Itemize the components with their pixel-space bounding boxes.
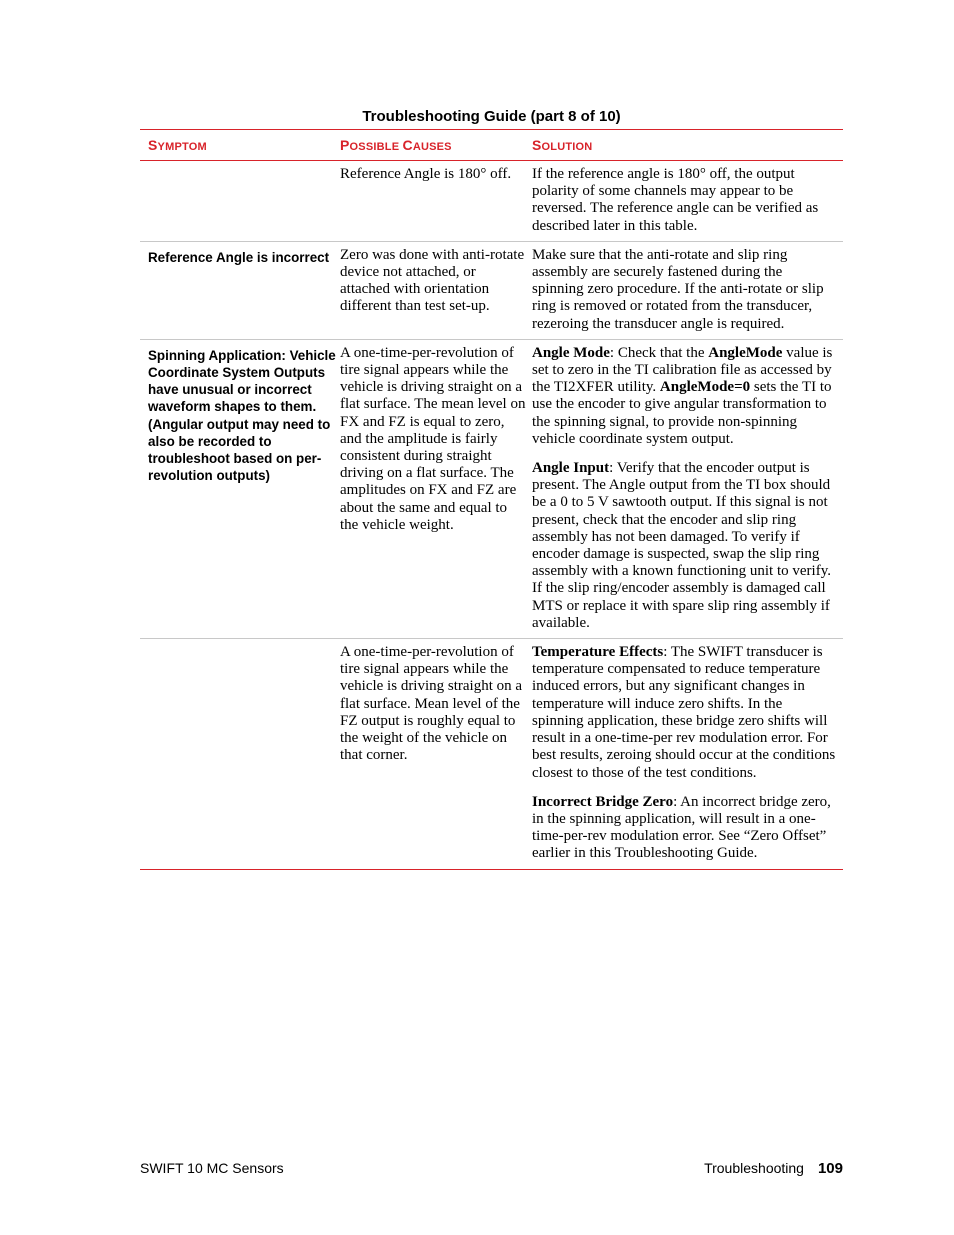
solution-paragraph-incorrect-bridge-zero: Incorrect Bridge Zero: An incorrect bridge zero, in the spinning application, will result in a one-time-per-rev modulation error. See “Zero Offset” earlier in this Troubleshooting Guide. [532, 793, 831, 862]
solution-paragraph: Make sure that the anti-rotate and slip ring assembly are securely fastened during the spinning zero procedure. If the anti-rotate or slip ring is removed or rotated from the transducer, rezeroing the transducer angle is required. [532, 246, 824, 332]
cause-cell: A one-time-per-revolution of tire signal appears while the vehicle is driving straight on a flat surface. The mean level on FX and FZ is equal to zero, and the amplitude is fairly consistent during straight driving on a flat surface. The amplitudes on FX and FZ are about the same and equal to the vehicle weight. [340, 344, 526, 533]
solution-cell [528, 644, 843, 862]
table-row [140, 242, 843, 340]
solution-cell [528, 247, 843, 333]
footer-section-name: Troubleshooting [704, 1160, 804, 1176]
cause-cell: Reference Angle is 180° off. [340, 166, 512, 182]
table-row [140, 161, 843, 242]
symptom-cell [140, 644, 336, 862]
solution-paragraph: If the reference angle is 180° off, the output polarity of some channels may appear to be reversed. The reference angle can be verified as described later in this table. [532, 166, 819, 234]
cause-cell: A one-time-per-revolution of tire signal appears while the vehicle is driving straight on a flat surface. Mean level of the FZ output is roughly equal to the weight of the vehicle on that corner. [340, 644, 523, 764]
troubleshooting-table [140, 129, 843, 870]
table-row [140, 639, 843, 869]
solution-cell [528, 166, 843, 235]
solution-paragraph-angle-input: Angle Input: Verify that the encoder output is present. The Angle output from the TI box should be a 0 to 5 V sawtooth output. If this signal is not present, check that the encoder and slip ring assembly has not been damaged. To verify if encoder damage is suspected, swap the slip ring assembly with a known functioning unit to verify. If the slip ring/encoder assembly is damaged call MTS or replace it with spare slip ring assembly if available. [532, 460, 831, 631]
cause-cell: Zero was done with anti-rotate device not attached, or attached with orientation different than test set-up. [340, 246, 525, 315]
header-possible-causes: POSSIBLE CAUSES [340, 137, 452, 153]
solution-cell [528, 345, 843, 632]
table-caption: Troubleshooting Guide (part 8 of 10) [362, 108, 621, 125]
symptom-cell: Reference Angle is incorrect [148, 249, 330, 265]
symptom-cell [140, 166, 336, 235]
solution-paragraph-angle-mode: Angle Mode: Check that the AngleMode value is set to zero in the TI calibration file as accessed by the TI2XFER utility. AngleMode=0 sets the TI to use the encoder to give angular transformation to the spinning signal, to provide non-spinning vehicle coordinate system output. [532, 344, 833, 447]
symptom-cell: Spinning Application: Vehicle Coordinate System Outputs have unusual or incorrect waveform shapes to them. (Angular output may need to also be recorded to troubleshoot based on per-revolution outputs) [148, 347, 336, 484]
header-solution: SOLUTION [532, 137, 593, 153]
footer-section [704, 1160, 843, 1177]
footer-product-name: SWIFT 10 MC Sensors [140, 1160, 284, 1176]
header-symptom: SYMPTOM [148, 137, 207, 153]
solution-paragraph-temperature-effects: Temperature Effects: The SWIFT transducer is temperature compensated to reduce temperature induced errors, but any significant changes in temperature will induce zero shifts. In the spinning application, these bridge zero shifts will result in a one-time-per rev modulation error. For best results, zeroing should occur at the conditions closest to those of the test conditions. [532, 644, 836, 781]
table-row [140, 340, 843, 639]
page-number: 109 [817, 1160, 843, 1177]
table-header [140, 130, 843, 161]
